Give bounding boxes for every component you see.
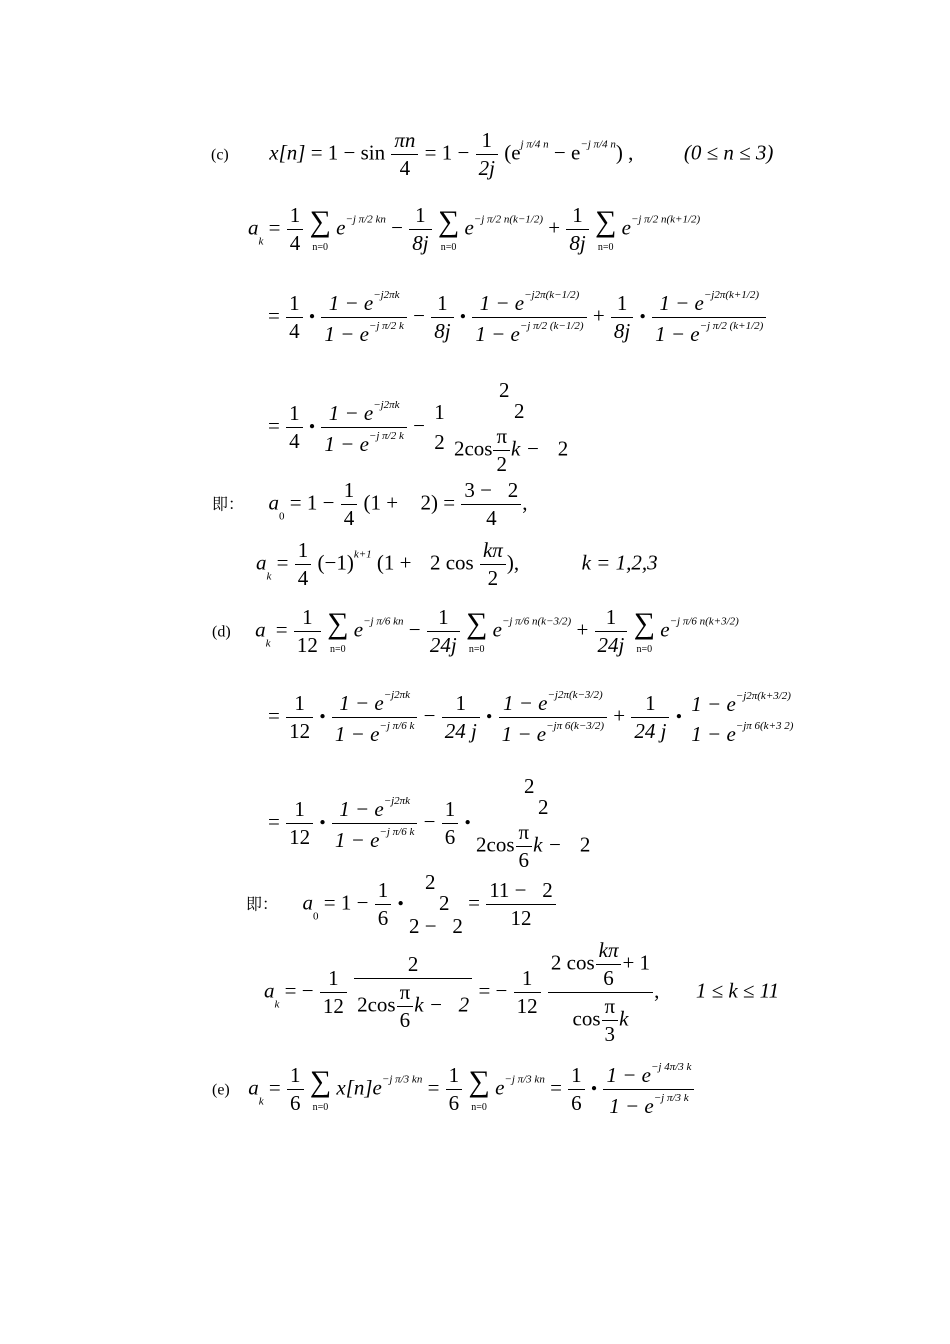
fraction: $\frac{1}{8j}$ [611,293,633,342]
fraction: $\frac{k\pi}{2}$ [480,540,506,589]
c-geometric-line [268,290,767,345]
fraction: $\frac{1}{12}$ [286,799,313,848]
fraction-sqrt-terms: 2 2 2cos $\frac{\pi}{2}$ k − 2 [453,378,569,476]
fraction: $\frac{1}{12}$ [320,968,347,1017]
equation-text: e [492,617,502,642]
fraction: 2 cos $\frac{k\pi}{6}$ + 1 cos $\frac{\pi}{3}$ k [548,940,653,1045]
subscript: k [258,1095,264,1108]
equation-text: − [408,617,421,642]
subscript: k [266,570,272,583]
subscript: k [258,235,264,248]
exponent: −j π/4 n [580,138,616,151]
a-symbol: a [264,978,275,1003]
x-n-symbol: x[n] [269,140,306,165]
fraction: $\frac{3 - 2}{4}$ [461,480,521,529]
fraction: $\frac{\pi n}{4}$ [391,130,418,179]
part-e-label: (e) [212,1081,230,1099]
equation-text: − e [548,140,581,165]
equation-text: , [654,978,660,1003]
multiply-dot: • [319,812,326,833]
namely-label: 即： [246,896,279,914]
fraction: $\frac{1}{6}$ [375,880,392,929]
exponent: −j π/3 kn [504,1073,545,1086]
fraction: $\frac{1}{4}$ [295,540,312,589]
fraction: $\frac{1}{24j}$ [427,607,460,656]
fraction: $\frac{1}{24j}$ [595,607,628,656]
equation-text: ) , [615,140,634,165]
equation-text: = [268,809,280,834]
c-result-ak [256,540,658,589]
equation-text: − [391,215,403,240]
multiply-dot: • [590,1078,598,1099]
equation-text: = − [478,978,508,1003]
summation-symbol: ∑ n=0 [309,204,331,253]
e-coefficient-line [212,1062,695,1117]
equation-text: + [548,215,561,240]
equation-text: = 1 − sin [310,140,386,165]
exponent: −j π/6 kn [363,615,404,628]
fraction: $\frac{1}{8j}$ [566,205,588,254]
fraction: $\frac{1 - e^{-j2\pi k}}{1 - e^{-j \pi/6 k}}$ [332,690,417,745]
equation-text: = [268,413,280,438]
fraction: $\frac{1}{8j}$ [409,205,431,254]
equation-text: e [621,215,631,240]
equation-text: (−1) [317,550,354,575]
exponent: −j π/3 kn [381,1073,423,1086]
fraction-sqrt-terms: 2 2 2cos $\frac{\pi}{6}$ k − 2 [476,774,591,872]
range-condition: k = 1,2,3 [581,550,658,575]
fraction: 1 2 [434,400,445,454]
equation-text: = [268,303,280,328]
fraction: $\frac{1}{24 j}$ [631,693,669,742]
equation-text: e [660,617,670,642]
equation-text: 2 cos [429,550,474,575]
fraction: $\frac{1 - e^{-j2\pi(k+1/2)}}{1 - e^{-j \pi/2 (k+1/2)}}$ [652,290,766,345]
fraction: $\frac{1}{4}$ [286,403,303,452]
equation-text: = [468,890,480,915]
subscript: 0 [279,510,285,523]
summation-symbol: ∑ n=0 [437,204,460,253]
fraction: $\frac{1}{12}$ [514,968,541,1017]
part-d-label: (d) [212,623,231,641]
summation-symbol: ∑ n=0 [468,1064,490,1113]
fraction: $\frac{1 - e^{-j2\pi(k-1/2)}}{1 - e^{-j \pi/2 (k-1/2)}}$ [472,290,586,345]
subscript: k [265,637,271,650]
range-condition: (0 ≤ n ≤ 3) [683,140,774,165]
equation-text: = [275,617,288,642]
fraction-sqrt-terms: 2 2 2 − 2 [409,870,463,938]
equation-text: = 1 − [323,890,369,915]
fraction: $\frac{1}{6}$ [568,1065,585,1114]
equation-text: e [495,1075,505,1100]
d-simplified-line [268,776,590,871]
equation-text: e [464,215,474,240]
a-symbol: a [248,1075,259,1100]
a-symbol: a [255,617,266,642]
d-coefficient-sum-line [212,607,739,656]
fraction: $\frac{1}{12}$ [286,693,313,742]
equation-text: − [413,303,425,328]
equation-text: = [268,703,280,728]
range-condition: 1 ≤ k ≤ 11 [695,978,780,1003]
fraction: $\frac{1}{4}$ [286,293,303,342]
fraction: $\frac{1}{2j}$ [476,130,498,179]
multiply-dot: • [308,306,316,327]
equation-text: = [276,550,289,575]
equation-text: = [427,1075,440,1100]
d-result-ak [264,940,779,1045]
equation-text: 2) = [420,490,456,515]
equation-text: + [592,303,605,328]
equation-text: + [576,617,589,642]
fraction: $\frac{1 - e^{-j2\pi k}}{1 - e^{-j \pi/6 k}}$ [332,796,417,851]
equation-text: = 1 − [289,490,335,515]
fraction: $\frac{11 - 2}{12}$ [486,880,556,929]
summation-symbol: ∑ n=0 [327,606,349,655]
multiply-dot: • [464,812,471,833]
subscript: 0 [313,910,319,923]
equation-text: = [268,215,281,240]
multiply-dot: • [397,893,404,914]
equation-text: (1 + [363,490,399,515]
c-simplified-line [268,380,568,475]
fraction: $\frac{1}{6}$ [442,799,459,848]
d-geometric-line [268,690,797,745]
multiply-dot: • [459,306,467,327]
equation-text: , [522,490,528,515]
namely-label: 即： [212,496,245,514]
equation-text: = [268,1075,281,1100]
subscript: k [274,998,280,1011]
exponent: j π/4 n [520,138,549,151]
c-definition-line [211,130,773,179]
fraction: 2 2cos $\frac{\pi}{6}$ k − 2 [354,954,472,1031]
multiply-dot: • [319,706,326,727]
fraction: $\frac{1}{6}$ [287,1065,304,1114]
summation-symbol: ∑ n=0 [465,606,488,655]
equation-text: − [423,703,436,728]
fraction: $\frac{1}{8j}$ [431,293,453,342]
d-result-a0 [246,872,557,937]
multiply-dot: • [308,416,316,437]
c-coefficient-sum-line [248,205,700,254]
multiply-dot: • [486,706,493,727]
fraction: $\frac{1 - e^{-j 4\pi/3 k}}{1 - e^{-j \pi/3 k}}$ [603,1062,694,1117]
c-result-a0 [212,480,527,529]
exponent: −j π/6 n(k−3/2) [501,615,572,628]
exponent: −j π/2 kn [345,213,386,226]
exponent: −j π/2 n(k+1/2) [630,213,701,226]
summation-symbol: ∑ n=0 [309,1064,332,1113]
equation-text: e [336,215,346,240]
equation-text: ), [506,550,520,575]
multiply-dot: • [639,306,646,327]
equation-text: − [413,413,425,438]
summation-symbol: ∑ n=0 [633,606,656,655]
a-symbol: a [302,890,314,915]
fraction: $1 - e^{-j2\pi(k+3/2)}$ $1 - e^{-j\pi 6(k+3 2)}$ [691,689,794,746]
exponent: k+1 [353,548,372,561]
a-symbol: a [268,490,280,515]
equation-text: + [613,703,626,728]
fraction: $\frac{1}{4}$ [287,205,304,254]
fraction: $\frac{1}{12}$ [294,607,321,656]
equation-text: (1 + [376,550,412,575]
equation-text: (e [504,140,521,165]
equation-text: = [550,1075,562,1100]
equation-text: = 1 − [424,140,470,165]
multiply-dot: • [675,706,683,727]
fraction: $\frac{1}{6}$ [446,1065,463,1114]
a-symbol: a [256,550,267,575]
fraction: $\frac{1 - e^{-j2\pi k}}{1 - e^{-j \pi/2 k}}$ [321,400,406,455]
equation-text: x[n]e [336,1075,382,1100]
fraction: $\frac{1 - e^{-j2\pi k}}{1 - e^{-j \pi/2 k}}$ [321,290,406,345]
fraction: $\frac{1}{24 j}$ [442,693,480,742]
part-c-label: (c) [211,146,229,164]
summation-symbol: ∑ n=0 [594,204,617,253]
exponent: −j π/2 n(k−1/2) [473,213,544,226]
equation-text: − [423,809,436,834]
equation-text: e [353,617,364,642]
equation-text: = − [284,978,314,1003]
a-symbol: a [248,215,259,240]
fraction: $\frac{1}{4}$ [341,480,358,529]
fraction: $\frac{1 - e^{-j2\pi(k-3/2)}}{1 - e^{-j\pi 6(k-3/2)}}$ [499,690,607,745]
exponent: −j π/6 n(k+3/2) [669,615,739,628]
